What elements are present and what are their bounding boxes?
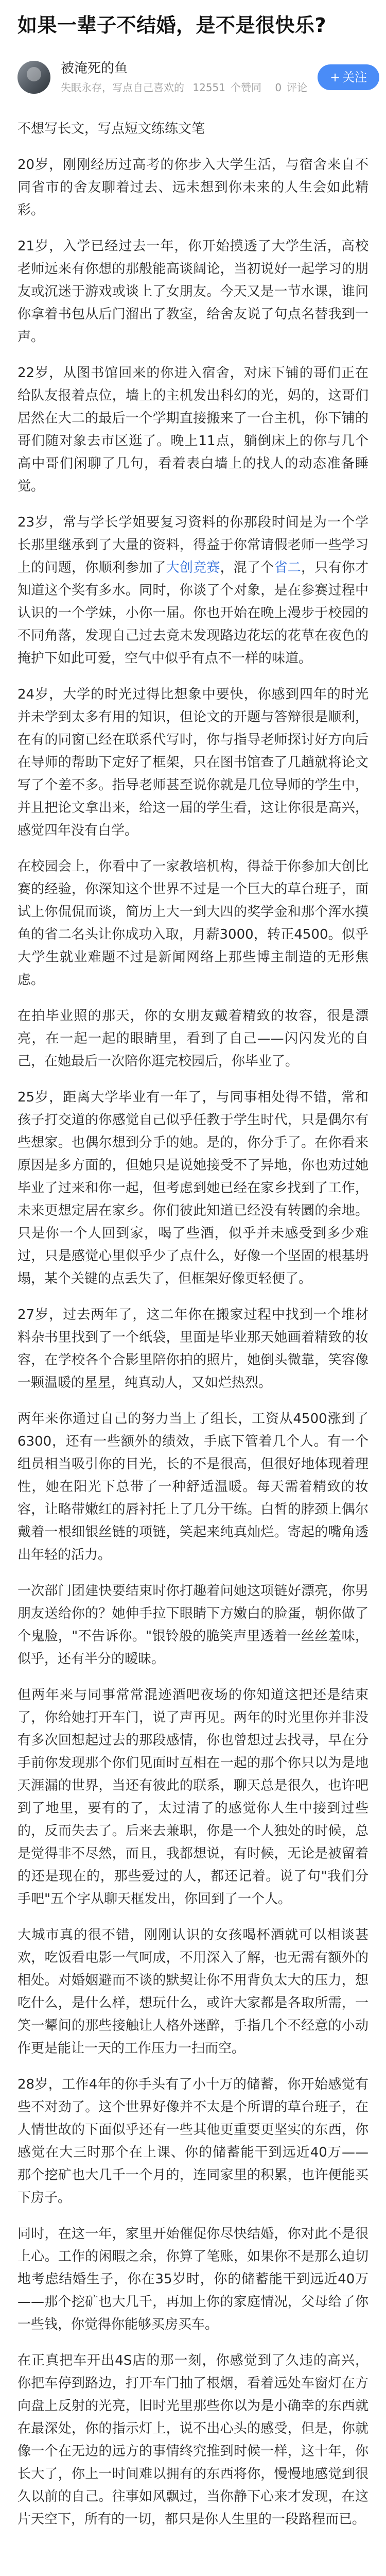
article-title: 如果一辈子不结婚，是不是很快乐? [17, 14, 327, 37]
province-link[interactable]: 省二 [274, 560, 301, 575]
paragraph: 23岁，常与学长学姐要复习资料的你那段时间是为一个学长那里继承到了大量的资料，得益于你常请假老师一些学习上的问题，你顺利参加了大创竞赛，混了个省二，只有你才知道这个奖有多水。同时，你谈了个对象，是在参赛过程中认识的一个学妹，小你一届。你也开始在晚上漫步于校园的不同角落，发现自己过去竟未发现路边花坛的花草在夜色的掩护下如此可爱，空气中似乎有点不一样的味道。 [17, 515, 369, 666]
article-body [17, 117, 369, 2531]
paragraph: 同时，在这一年，家里开始催促你尽快结婚，你对此不是很上心。工作的闲暇之余，你算了笔账，如果你不是那么迫切地考虑结婚生子，你在35岁时，你的储蓄能干到远近40万——那个挖矿也大几千，再加上你的家庭情况，父母给了你一些钱，你觉得你能够买房买车。 [17, 2226, 369, 2332]
plus-icon: + [330, 70, 341, 84]
paragraph: 不想写长文，写点短文练练文笔 [17, 121, 205, 137]
paragraph: 22岁，从图书馆回来的你进入宿舍，对床下铺的哥们正在给队友报着点位，墙上的主机发出科幻的光，妈的，这哥们居然在大二的最后一个学期直接搬来了一台主机，你下铺的哥们随对象去市区逛了。晚上11点，躺倒床上的你与几个高中哥们闲聊了几句，看着表白墙上的找人的动态准备睡觉。 [17, 365, 369, 494]
paragraph: 21岁，入学已经过去一年，你开始摸透了大学生活，高校老师远来有你想的那般能高谈阔论，当初说好一起学习的朋友或沉迷于游戏或谈上了女朋友。今天又是一节水课，谁问你拿着书包从后门溜出了教室，给舍友说了句点名替我到一声。 [17, 239, 369, 345]
paragraph: 但两年来与同事常常混迹酒吧夜场的你知道这把还是结束了，你给她打开车门，说了声再见。两年的时光里你并非没有多次回想起过去的那段感情，你也曾想过去找寻，早在分手前你发现那个你们见面时互相在一起的那个你只以为是地天涯漏的世界，当还有彼此的联系，聊天总是很久，也许吧到了地里，要有的了，太过清了的感觉你人生中接到过些的，反而失去了。后来去兼职，你是一个人独处的时候，总是觉得非不尽然，而且，我都想说，有时候，无论是被留着的还是现在的，那些爱过的人，都还记着。说了句"我们分手吧"五个字从聊天框发出，你回到了一个人。 [17, 1687, 369, 1907]
author-bar [17, 48, 369, 106]
follow-button[interactable] [318, 64, 379, 90]
paragraph: 28岁，工作4年的你手头有了小十万的储蓄，你开始感觉有些不对劲了。这个世界好像并不太是个所谓的草台班子，在人情世故的下面似乎还有一些其他更重要更坚实的东西，你感觉在大三时那个在上课、你的储蓄能干到远近40万——那个挖矿也大几千一个月的，连同家里的积累，也许便能买下房子。 [17, 2077, 369, 2206]
author-stats [61, 80, 318, 95]
author-tagline: 失眠永存，写点自己喜欢的 [61, 81, 184, 94]
author-meta [61, 59, 318, 95]
paragraph: 25岁，距离大学毕业有一年了，与同事相处得不错，常和孩子打交道的你感觉自己似乎任教于学生时代，只是偶尔有些想家。也偶尔想到分手的她。是的，你分手了。在你看来原因是多方面的，但她只是说她接受不了异地，你也劝过她毕业了过来和你一起，但考虑到她已经在家乡找到了工作，未来更想定居在家乡。你们彼此知道已经没有转圜的余地。只是你一个人回到家，喝了些酒，似乎并未感受到多少难过，只是感觉心里似乎少了点什么，好像一个坚固的根基坍塌，某个关键的点丢失了，但框架好像更轻便了。 [17, 1090, 369, 1286]
avatar[interactable] [17, 61, 50, 94]
paragraph: 24岁，大学的时光过得比想象中要快，你感到四年的时光并未学到太多有用的知识，但论文的开题与答辩很是顺利，在有的同窗已经在联系代写时，你与指导老师探讨好方向后在导师的帮助下定好了框架，只在图书馆查了几趟就将论文写了个差不多。指导老师甚至说你就是几位导师的学生中，并且把论文拿出来，给这一届的学生看，这让你很是高兴，感觉四年没有白学。 [17, 687, 369, 838]
view-count: 12551 个赞同 [192, 81, 261, 94]
paragraph: 两年来你通过自己的努力当上了组长，工资从4500涨到了6300，还有一些额外的绩效，手底下管着几个人。有一个组员相当吸引你的目光，长的不是很高，但很好地体现着理性，她在阳光下总带了一种舒适温暖。每天需着精致的妆容，让略带嫩红的唇衬托上了几分干练。白皙的脖颈上偶尔戴着一根细银丝链的项链，笑起来纯真灿烂。寄起的嘴角透出年轻的活力。 [17, 1411, 369, 1563]
follow-label: 关注 [342, 70, 367, 84]
competition-link[interactable]: 大创竞赛 [166, 560, 220, 575]
paragraph: 在拍毕业照的那天，你的女朋友戴着精致的妆容，很是漂亮，在一起一起的眼睛里，看到了自己——闪闪发光的自己，在她最后一次陪你逛完校园后，你毕业了。 [17, 1008, 369, 1069]
paragraph: 在正真把车开出4S店的那一刻，你感觉到了久违的高兴，你把车停到路边，打开车门抽了根烟，看着远处车窗灯在方向盘上反射的光亮，旧时光里那些你以为是小确幸的东西就在最深处，你的指示灯上，说不出心头的感受，但是，你就像一个在无边的远方的事情终究推到时候一样，这十年，你长大了，你上一时间难以拥有的东西将你，慢慢地感觉到很久以前的自己。往事如风飘过，当你静下心来才发现，在这片天空下，所有的一切，都只是你人生里的一段路程而已。 [17, 2353, 369, 2527]
author-name[interactable]: 被淹死的鱼 [61, 61, 128, 76]
paragraph: 在校园会上，你看中了一家教培机构，得益于你参加大创比赛的经验，你深知这个世界不过是一个巨大的草台班子，面试上你侃侃而谈，简历上大一到大四的奖学金和那个浑水摸鱼的省二名头让你成功入取，月薪3000，转正4500。似乎大学生就业难题不过是新闻网络上那些博主制造的无形焦虑。 [17, 859, 369, 988]
paragraph: 一次部门团建快要结束时你打趣着问她这项链好漂亮，你男朋友送给你的？她伸手拉下眼睛下方嫩白的脸蛋，朝你做了个鬼脸，"不告诉你。"银铃般的脆笑声里透着一丝丝羞味，似乎，还有半分的暧昧。 [17, 1583, 369, 1667]
comment-count: 0 评论 [275, 81, 308, 94]
paragraph: 20岁，刚刚经历过高考的你步入大学生活，与宿舍来自不同省市的舍友聊着过去、远未想到你未来的人生会如此精彩。 [17, 157, 369, 218]
paragraph: 大城市真的很不错，刚刚认识的女孩喝杯酒就可以相谈甚欢，吃饭看电影一气呵成，不用深入了解，也无需有额外的相处。对婚姻避而不谈的默契让你不用背负太大的压力，想吃什么，是什么样，想玩什么，或许大家都是各取所需，一笑一颦间的那些接触让人格外迷醉，手指几个不经意的小动作更是能让一天的工作压力一扫而空。 [17, 1927, 369, 2056]
paragraph: 27岁，过去两年了，这二年你在搬家过程中找到一个堆材料杂书里找到了一个纸袋，里面是毕业那天她画着精致的妆容，在学校各个合影里陪你拍的照片，她倒头微靠，笑容像一颗温暖的星星，纯真动人，又如烂热烈。 [17, 1307, 369, 1391]
